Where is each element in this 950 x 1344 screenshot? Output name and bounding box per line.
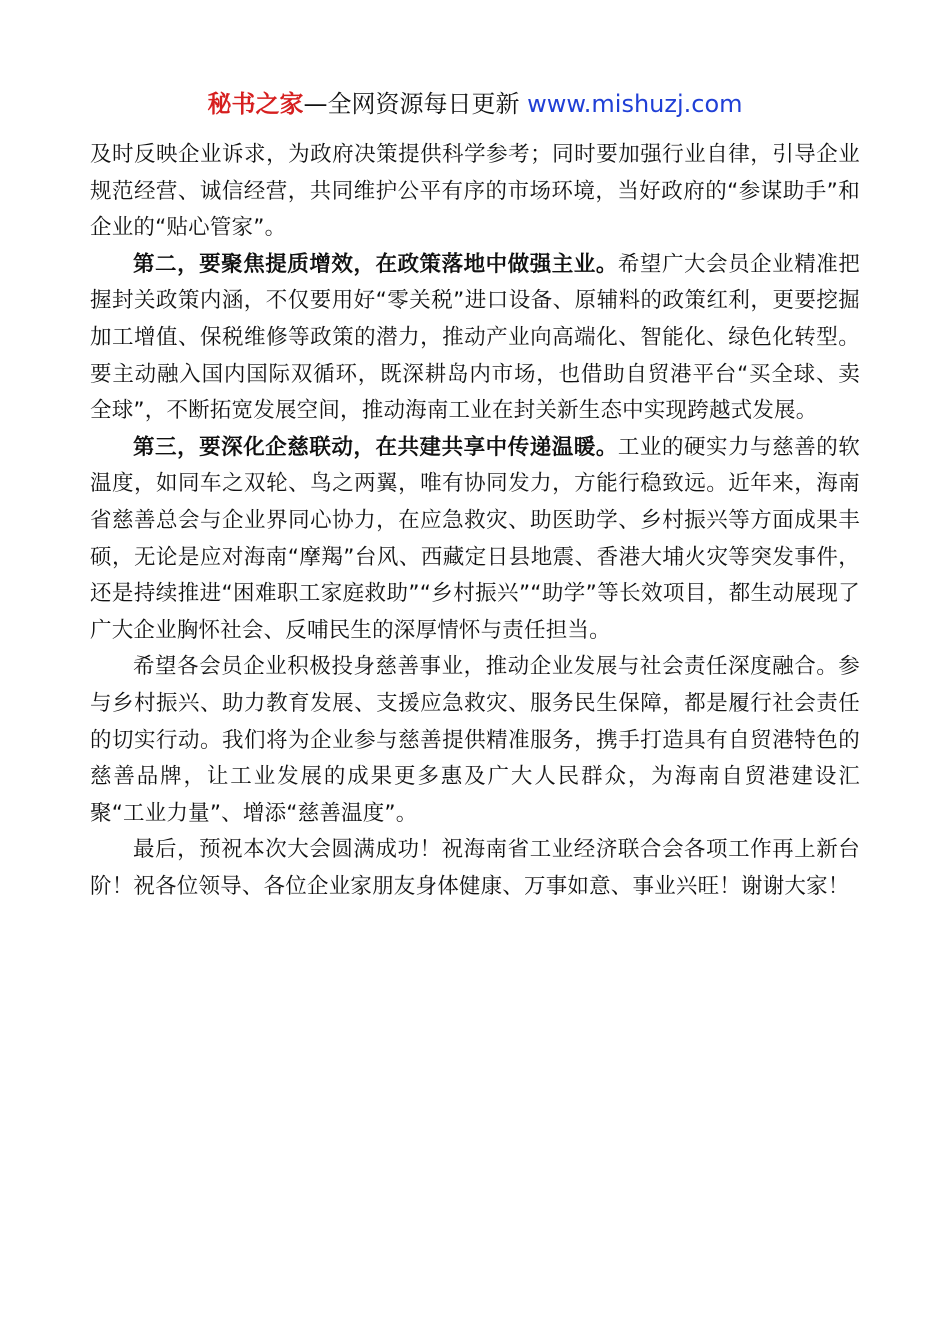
paragraph-continuation xyxy=(90,137,860,247)
paragraph-closing xyxy=(90,832,860,905)
document-body xyxy=(90,137,860,905)
paragraph-text: 最后，预祝本次大会圆满成功！祝海南省工业经济联合会各项工作再上新台阶！祝各位领导、各位企业家朋友身体健康、万事如意、事业兴旺！谢谢大家！ xyxy=(90,837,860,899)
paragraph-third-point xyxy=(90,430,860,650)
paragraph-text: 希望各会员企业积极投身慈善事业，推动企业发展与社会责任深度融合。参与乡村振兴、助力教育发展、支援应急救灾、服务民生保障，都是履行社会责任的切实行动。我们将为企业参与慈善提供精准服务，携手打造具有自贸港特色的慈善品牌，让工业发展的成果更多惠及广大人民群众，为海南自贸港建设汇聚“工业力量”、增添“慈善温度”。 xyxy=(90,654,860,826)
paragraph-lead: 第三，要深化企慈联动，在共建共享中传递温暖。 xyxy=(133,434,618,460)
site-header xyxy=(0,86,950,122)
paragraph-text: 希望广大会员企业精准把握封关政策内涵，不仅要用好“零关税”进口设备、原辅料的政策红利，更要挖掘加工增值、保税维修等政策的潜力，推动产业向高端化、智能化、绿色化转型。要主动融入国内国际双循环，既深耕岛内市场，也借助自贸港平台“买全球、卖全球”，不断拓宽发展空间，推动海南工业在封关新生态中实现跨越式发展。 xyxy=(90,251,860,424)
site-brand: 秘书之家 xyxy=(207,90,304,118)
paragraph-text: 及时反映企业诉求，为政府决策提供科学参考；同时要加强行业自律，引导企业规范经营、诚信经营，共同维护公平有序的市场环境，当好政府的“参谋助手”和企业的“贴心管家”。 xyxy=(90,142,860,241)
paragraph-text: 工业的硬实力与慈善的软温度，如同车之双轮、鸟之两翼，唯有协同发力，方能行稳致远。近年来，海南省慈善总会与企业界同心协力，在应急救灾、助医助学、乡村振兴等方面成果丰硕，无论是应对海南“摩羯”台风、西藏定日县地震、香港大埔火灾等突发事件，还是持续推进“困难职工家庭救助”“乡村振兴”“助学”等长效项目，都生动展现了广大企业胸怀社会、反哺民生的深厚情怀与责任担当。 xyxy=(90,434,860,643)
site-url[interactable]: www.mishuzj.com xyxy=(527,90,743,118)
paragraph-second-point xyxy=(90,247,860,430)
paragraph-charity-appeal xyxy=(90,649,860,832)
site-tagline: —全网资源每日更新 xyxy=(303,90,528,118)
paragraph-lead: 第二，要聚焦提质增效，在政策落地中做强主业。 xyxy=(133,251,618,277)
